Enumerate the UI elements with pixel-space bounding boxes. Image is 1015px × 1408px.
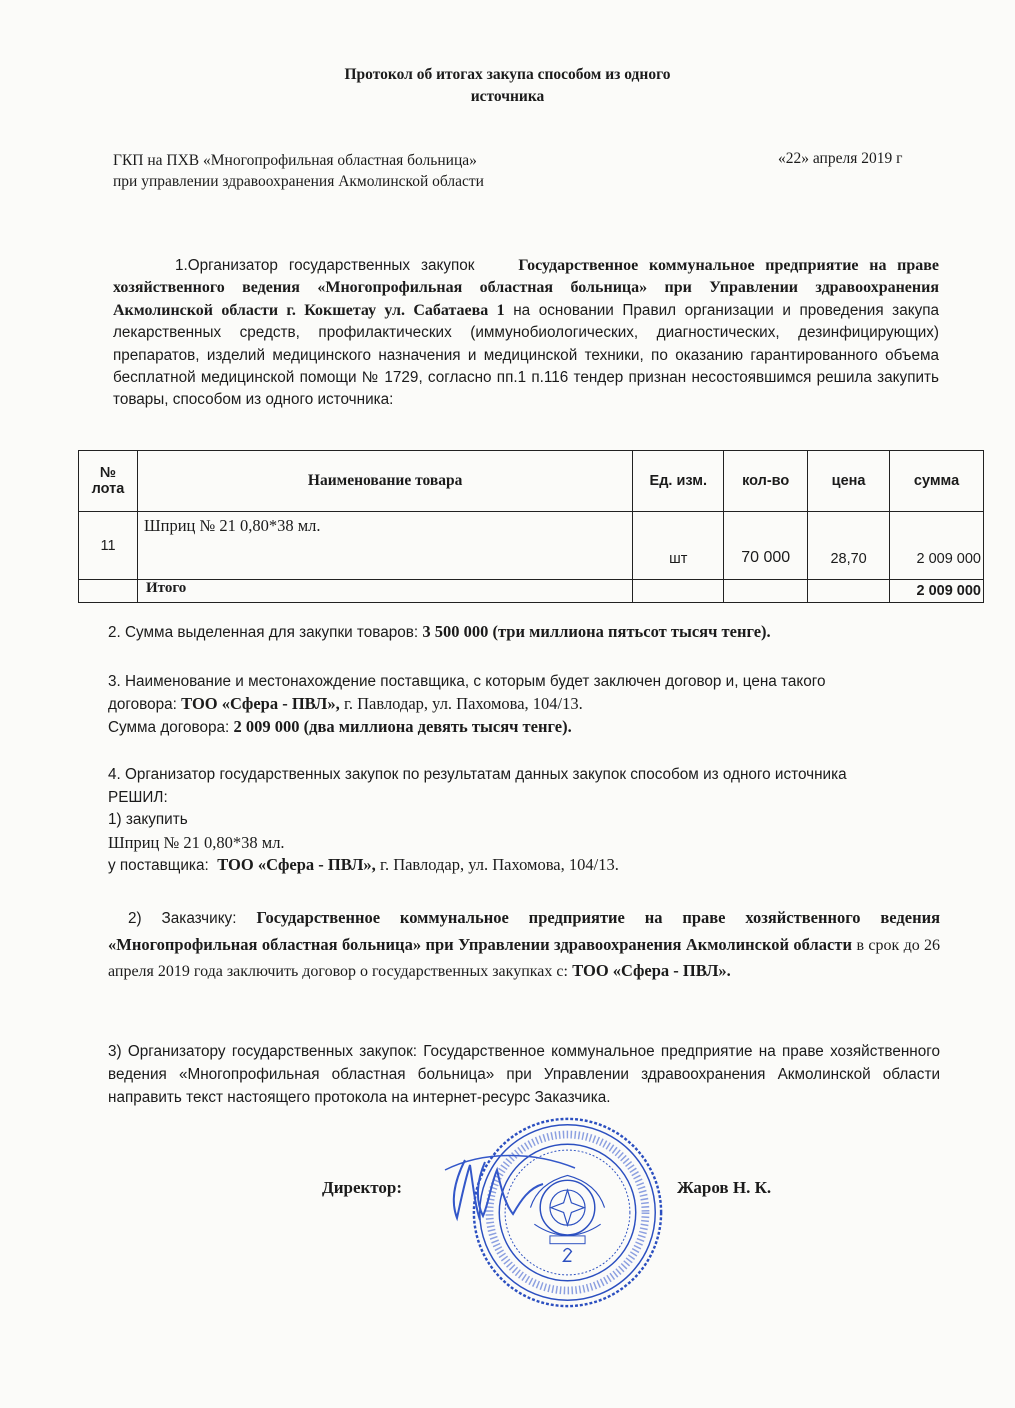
section-4-2-supplier: ТОО «Сфера - ПВЛ». <box>572 961 731 980</box>
section-4-supplier-prefix: у поставщика: <box>108 857 209 874</box>
section-3 <box>108 671 948 739</box>
cell-name: Шприц № 21 0,80*38 мл. <box>137 512 632 580</box>
section-3-line-1: 3. Наименование и местонахождение поставщика, с которым будет заключен договор и, цена такого <box>108 673 826 690</box>
table-total-row <box>79 580 984 603</box>
handwritten-signature-icon <box>425 1140 595 1230</box>
cell-total-empty <box>79 580 138 603</box>
title-line-2: источника <box>470 88 545 105</box>
section-1-rest: на основании Правил организации и проведения закупа лекарственных средств, профилактических (иммунобиологических, диагностических, дезинфицирующих) препаратов, изделий медицинского назначения и медицинской техники, по оказанию гарантированного объема бесплатной медицинской помощи № 1729, согласно пп.1 п.116 тендер признан несостоявшимся решила закупить товары, способом из одного источника: <box>113 301 940 409</box>
section-3-supplier: ТОО «Сфера - ПВЛ», <box>181 694 340 713</box>
section-4-line-1: 4. Организатор государственных закупок по результатам данных закупок способом из одного источника <box>108 766 847 783</box>
table-row <box>79 512 984 580</box>
cell-unit: шт <box>633 512 724 580</box>
org-line-2: при управлении здравоохранения Акмолинской области <box>113 173 484 190</box>
cell-total-label: Итого <box>137 580 632 603</box>
goods-table <box>78 450 984 603</box>
header-name: Наименование товара <box>137 451 632 512</box>
section-4-2-middle: в срок до 26 апреля 2019 года заключить договор о государственных закупках с: <box>108 936 941 980</box>
director-name: Жаров Н. К. <box>677 1178 772 1197</box>
header-price: цена <box>808 451 890 512</box>
org-line-1: ГКП на ПХВ «Многопрофильная областная больница» <box>113 152 477 169</box>
header-sum: сумма <box>890 451 984 512</box>
title-line-1: Протокол об итогах закупа способом из одного <box>344 66 671 83</box>
section-4-2 <box>108 905 940 985</box>
section-1-paragraph <box>113 255 939 412</box>
section-4-line-2: РЕШИЛ: <box>108 788 168 806</box>
header-lot: № лота <box>79 451 138 512</box>
cell-total-empty-qty <box>724 580 808 603</box>
section-1-intro: 1.Организатор государственных закупок <box>175 257 475 274</box>
section-4-item-1: 1) закупить <box>108 811 188 828</box>
section-4 <box>108 764 948 878</box>
section-4-2-customer: Государственное коммунальное предприятие на праве хозяйственного ведения «Многопрофильная областная больница» при Управлении здравоохранения Акмолинской области <box>108 908 941 954</box>
section-2-amount: 3 500 000 (три миллиона пятьсот тысяч тенге). <box>422 622 771 641</box>
section-3-prefix: договора: <box>108 696 177 713</box>
section-3-contract-prefix: Сумма договора: <box>108 719 230 736</box>
section-3-address: г. Павлодар, ул. Пахомова, 104/13. <box>343 694 583 713</box>
section-4-2-prefix: 2) Заказчику: <box>127 910 237 927</box>
header-unit: Ед. изм. <box>633 451 724 512</box>
document-title <box>0 64 1015 108</box>
section-2 <box>108 621 948 644</box>
cell-total-sum: 2 009 000 <box>890 580 984 603</box>
table-header-row <box>79 451 984 512</box>
header-qty: кол-во <box>724 451 808 512</box>
director-label: Директор: <box>322 1178 403 1197</box>
cell-total-empty-unit <box>633 580 724 603</box>
cell-sum: 2 009 000 <box>890 512 984 580</box>
section-1-organizer: Государственное коммунальное предприятие на праве хозяйственного ведения «Многопрофильная областная больница» при Управлении здравоохранения Акмолинской области г. Кокшетау ул. Сабатаева 1 <box>113 257 940 319</box>
cell-lot: 11 <box>79 512 138 580</box>
section-4-3: 3) Организатору государственных закупок: Государственное коммунальное предприятие на праве хозяйственного ведения «Многопрофильная областная больница» при Управлении здравоохранения Акмолинской области направить текст настоящего протокола на интернет-ресурс Заказчика. <box>108 1043 940 1106</box>
section-3-contract-amount: 2 009 000 (два миллиона девять тысяч тенге). <box>233 717 572 736</box>
organization-header <box>113 150 484 192</box>
section-2-text: 2. Сумма выделенная для закупки товаров: <box>108 624 419 641</box>
section-4-goods: Шприц № 21 0,80*38 мл. <box>108 832 285 852</box>
document-date: «22» апреля 2019 г <box>778 150 903 167</box>
cell-total-empty-price <box>808 580 890 603</box>
section-4-address: г. Павлодар, ул. Пахомова, 104/13. <box>380 855 619 874</box>
cell-price: 28,70 <box>808 512 890 580</box>
section-4-supplier: ТОО «Сфера - ПВЛ», <box>217 855 376 874</box>
cell-qty: 70 000 <box>724 512 808 580</box>
